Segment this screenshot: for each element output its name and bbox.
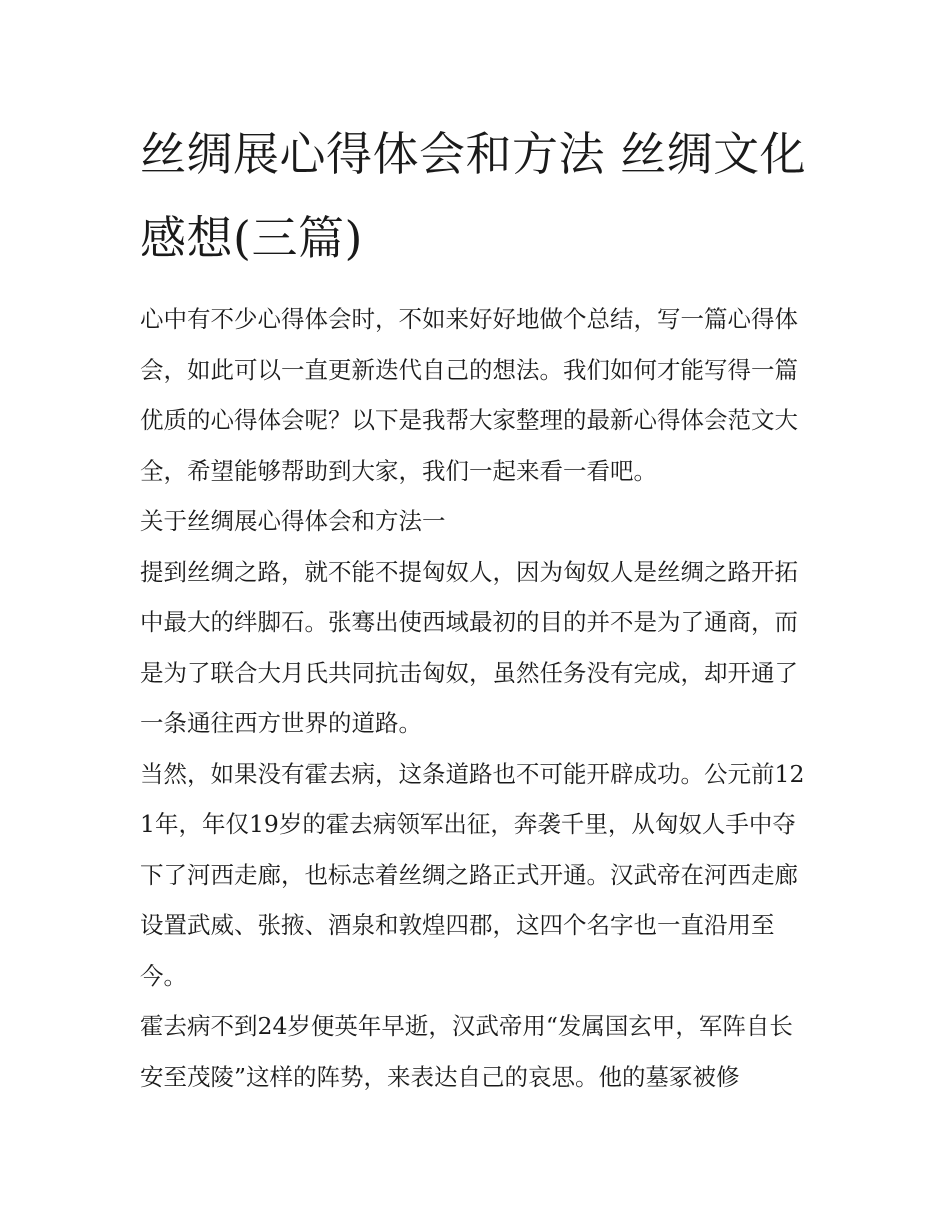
section-heading: 关于丝绸展心得体会和方法一 — [140, 507, 446, 535]
intro-paragraph: 心中有不少心得体会时，不如来好好地做个总结，写一篇心得体会，如此可以一直更新迭代自己的想法。我们如何才能写得一篇优质的心得体会呢？以下是我帮大家整理的最新心得体会范文大全，希望能够帮助到大家，我们一起来看一看吧。 — [140, 305, 798, 485]
body-paragraph: 霍去病不到24岁便英年早逝，汉武帝用“发属国玄甲，军阵自长安至茂陵”这样的阵势，来表达自己的哀思。他的墓冢被修 — [140, 1012, 793, 1091]
body-paragraph: 当然，如果没有霍去病，这条道路也不可能开辟成功。公元前121年，年仅19岁的霍去病领军出征，奔袭千里，从匈奴人手中夺下了河西走廊，也标志着丝绸之路正式开通。汉武帝在河西走廊设置武威、张掖、酒泉和敦煌四郡，这四个名字也一直沿用至今。 — [140, 759, 805, 990]
body-paragraph: 提到丝绸之路，就不能不提匈奴人，因为匈奴人是丝绸之路开拓中最大的绊脚石。张骞出使西域最初的目的并不是为了通商，而是为了联合大月氏共同抗击匈奴，虽然任务没有完成，却开通了一条通往西方世界的道路。 — [140, 557, 798, 737]
document-title: 丝绸展心得体会和方法 丝绸文化感想(三篇) — [140, 127, 807, 265]
document-page — [140, 112, 812, 1102]
